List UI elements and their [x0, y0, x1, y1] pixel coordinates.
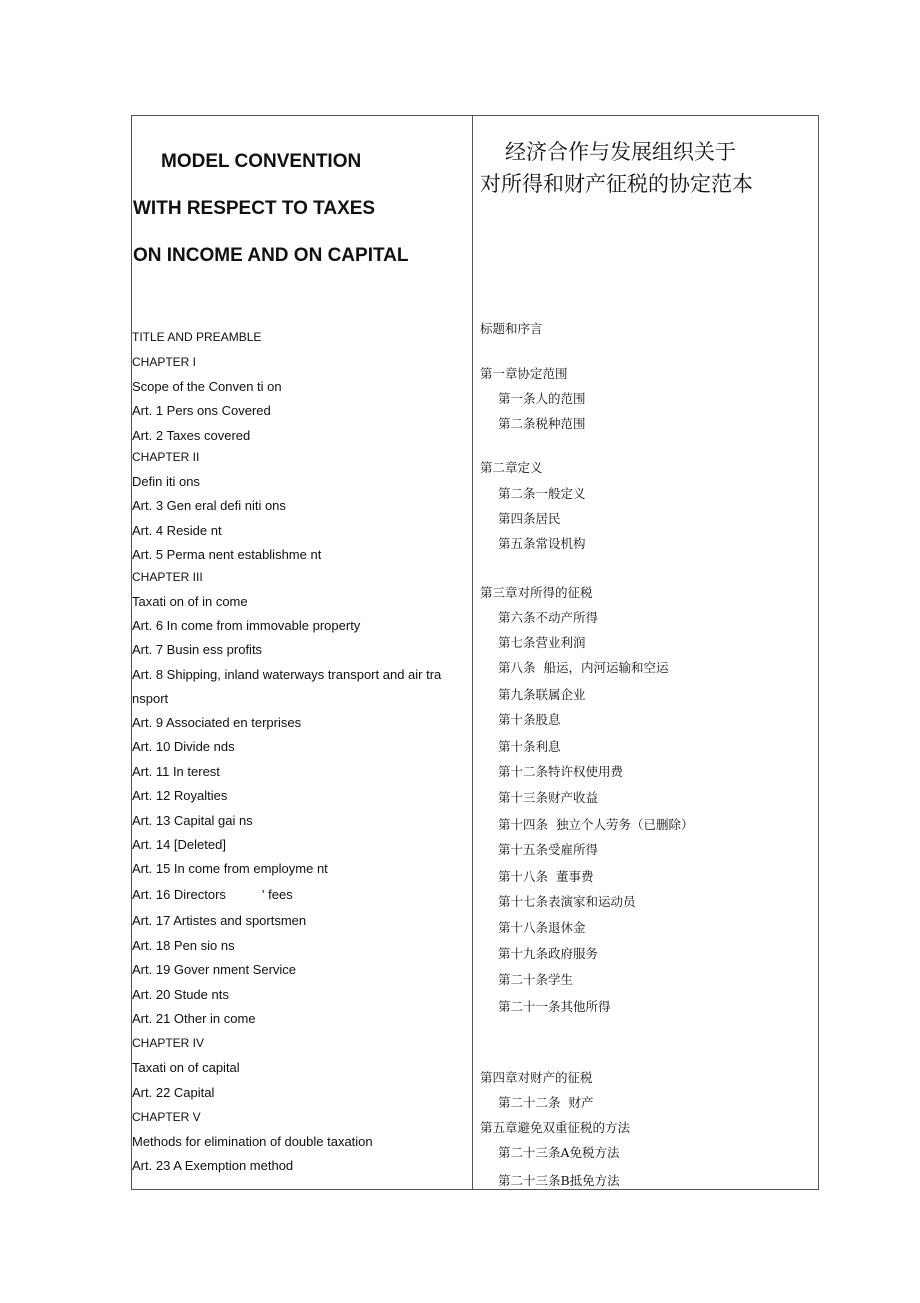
- toc-entry: 第八条 船运，内河运输和空运: [498, 660, 669, 675]
- toc-entry: 第九条联属企业: [498, 687, 586, 702]
- toc-entry: 第十五条受雇所得: [498, 842, 599, 857]
- english-title-line: MODEL CONVENTION: [161, 151, 362, 172]
- toc-entry: 第七条营业利润: [498, 635, 586, 650]
- toc-chapter: CHAPTER I: [132, 355, 197, 369]
- toc-entry: Art. 14 [Deleted]: [132, 837, 226, 852]
- toc-entry: Art. 1 Pers ons Covered: [132, 403, 271, 418]
- toc-chapter: CHAPTER IV: [132, 1036, 205, 1050]
- toc-chapter: 第四章对财产的征税: [480, 1070, 593, 1085]
- toc-entry: Art. 3 Gen eral defi niti ons: [132, 498, 286, 513]
- toc-entry: Art. 22 Capital: [132, 1085, 215, 1100]
- toc-entry: 第十二条特许权使用费: [498, 764, 624, 779]
- toc-entry: 标题和序言: [480, 321, 543, 336]
- toc-entry: 第十九条政府服务: [498, 946, 599, 961]
- toc-entry: Art. 8 Shipping, inland waterways transport and air tra: [132, 667, 442, 682]
- toc-entry: 第五条常设机构: [498, 536, 586, 551]
- toc-chapter: 第二章定义: [480, 460, 543, 475]
- toc-entry: 第四条居民: [498, 511, 561, 526]
- toc-entry: 第二十二条 财产: [498, 1095, 594, 1110]
- toc-entry: TITLE AND PREAMBLE: [132, 330, 262, 344]
- chinese-title-line: 对所得和财产征税的协定范本: [480, 172, 753, 196]
- toc-entry: 第十条利息: [498, 739, 561, 754]
- toc-entry: 第二十一条其他所得: [498, 999, 611, 1014]
- toc-entry: 第二条一般定义: [498, 486, 586, 501]
- toc-entry: Art. 5 Perma nent establishme nt: [132, 547, 322, 562]
- toc-entry: Art. 9 Associated en terprises: [132, 715, 302, 730]
- toc-entry: 第一条人的范围: [498, 391, 586, 406]
- toc-chapter: CHAPTER III: [132, 570, 203, 584]
- toc-entry: Art. 13 Capital gai ns: [132, 813, 253, 828]
- toc-entry: Art. 15 In come from employme nt: [132, 861, 328, 876]
- toc-entry: Art. 23 A Exemption method: [132, 1158, 294, 1173]
- toc-chapter: 第三章对所得的征税: [480, 585, 593, 600]
- toc-entry: Art. 10 Divide nds: [132, 739, 235, 754]
- toc-entry: 第十四条 独立个人劳务（已删除）: [498, 817, 694, 832]
- english-title-line: ON INCOME AND ON CAPITAL: [133, 245, 409, 266]
- toc-entry: Art. 11 In terest: [132, 764, 220, 779]
- toc-entry: nsport: [132, 691, 169, 706]
- toc-entry: Taxati on of capital: [132, 1060, 240, 1075]
- toc-entry: Art. 2 Taxes covered: [132, 428, 251, 443]
- toc-entry: Art. 6 In come from immovable property: [132, 618, 361, 633]
- toc-entry: 第六条不动产所得: [498, 610, 599, 625]
- toc-chapter: CHAPTER V: [132, 1110, 201, 1124]
- toc-entry: 第二十三条B抵免方法: [498, 1173, 620, 1188]
- toc-entry: 第二条税种范围: [498, 416, 586, 431]
- toc-entry: 第十三条财产收益: [498, 790, 599, 805]
- toc-chapter: CHAPTER II: [132, 450, 200, 464]
- english-title-line: WITH RESPECT TO TAXES: [133, 198, 376, 219]
- toc-entry: Art. 18 Pen sio ns: [132, 938, 235, 953]
- toc-entry: Art. 4 Reside nt: [132, 523, 222, 538]
- toc-entry: Art. 17 Artistes and sportsmen: [132, 913, 307, 928]
- toc-entry: Taxati on of in come: [132, 594, 248, 609]
- toc-entry: Art. 19 Gover nment Service: [132, 962, 297, 977]
- toc-entry: Art. 12 Royalties: [132, 788, 228, 803]
- toc-entry: Defin iti ons: [132, 474, 200, 489]
- toc-chapter: 第五章避免双重征税的方法: [480, 1120, 631, 1135]
- toc-entry: Art. 20 Stude nts: [132, 987, 229, 1002]
- toc-entry: 第十七条表演家和运动员: [498, 894, 636, 909]
- toc-entry: 第二十条学生: [498, 972, 574, 987]
- toc-entry: Art. 16 Directors ' fees: [132, 887, 293, 902]
- chinese-title-line: 经济合作与发展组织关于: [505, 140, 736, 164]
- toc-entry: 第二十三条A免税方法: [498, 1145, 620, 1160]
- toc-entry: Methods for elimination of double taxation: [132, 1134, 373, 1149]
- toc-entry: Scope of the Conven ti on: [132, 379, 282, 394]
- toc-entry: 第十八条 董事费: [498, 869, 594, 884]
- toc-entry: 第十八条退休金: [498, 920, 586, 935]
- toc-entry: Art. 7 Busin ess profits: [132, 642, 263, 657]
- toc-entry: Art. 21 Other in come: [132, 1011, 256, 1026]
- toc-chapter: 第一章协定范围: [480, 366, 568, 381]
- column-divider: [472, 115, 473, 1190]
- toc-entry: 第十条股息: [498, 712, 561, 727]
